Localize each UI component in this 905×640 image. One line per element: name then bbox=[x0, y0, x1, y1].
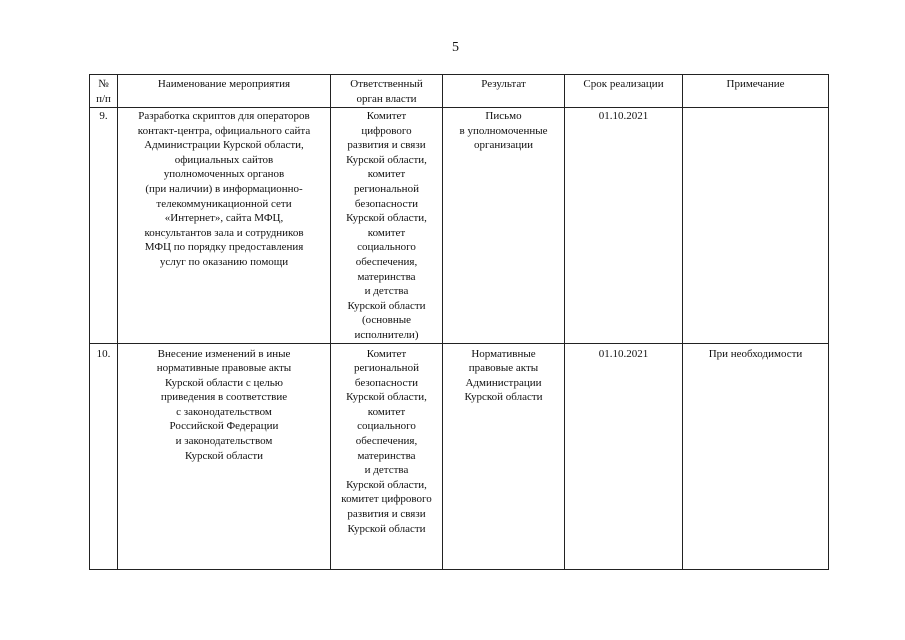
text-line: Комитет bbox=[366, 347, 407, 360]
text-line: Курской области bbox=[464, 391, 543, 404]
responsible-org bbox=[331, 343, 443, 569]
text-line: и детства bbox=[364, 464, 409, 477]
measure-name bbox=[118, 108, 331, 344]
text-line: Российской Федерации bbox=[169, 420, 279, 433]
result bbox=[443, 343, 565, 569]
text-line: региональной bbox=[354, 182, 419, 195]
text-line: приведения в соответствие bbox=[160, 391, 288, 404]
text-line: Курской области, bbox=[346, 391, 427, 404]
text-line: обеспечения, bbox=[355, 435, 418, 448]
text-line: комитет bbox=[367, 168, 406, 181]
text-line: безопасности bbox=[354, 376, 419, 389]
text-line: Курской области с целью bbox=[165, 376, 283, 389]
text-line: комитет bbox=[367, 405, 406, 418]
row-number: 10. bbox=[90, 343, 118, 569]
text-line: Ответственный bbox=[350, 78, 423, 90]
header-org bbox=[331, 75, 443, 108]
text-line: и детства bbox=[364, 285, 409, 298]
table-row bbox=[90, 108, 829, 344]
text-line: развития и связи bbox=[347, 139, 426, 152]
text-line: Результат bbox=[481, 78, 526, 90]
measure-name bbox=[118, 343, 331, 569]
text-line: Комитет bbox=[366, 110, 407, 122]
text-line: Курской области, bbox=[346, 212, 427, 225]
header-note bbox=[683, 75, 829, 108]
text-line: Нормативные bbox=[471, 347, 536, 360]
text-line: Администрации Курской области, bbox=[144, 139, 304, 152]
text-line: Курской области bbox=[184, 449, 264, 462]
text-line: материнства bbox=[357, 449, 416, 462]
header-date bbox=[565, 75, 683, 108]
text-line: социального bbox=[357, 420, 416, 433]
text-line: комитет bbox=[367, 226, 406, 239]
text-line: правовые акты bbox=[468, 362, 539, 375]
text-line: Внесение изменений в иные bbox=[157, 347, 291, 360]
note bbox=[683, 108, 829, 344]
text-line: Письмо bbox=[485, 110, 522, 122]
text-line: услуг по оказанию помощи bbox=[159, 255, 289, 268]
text-line: с законодательством bbox=[176, 405, 272, 418]
header-result bbox=[443, 75, 565, 108]
text-line: консультантов зала и сотрудников bbox=[144, 226, 304, 239]
text-line: в уполномоченные bbox=[459, 124, 548, 137]
text-line: Наименование мероприятия bbox=[157, 78, 291, 90]
text-line: организации bbox=[473, 139, 534, 152]
text-line: социального bbox=[357, 241, 416, 254]
text-line: Курской области, bbox=[346, 153, 427, 166]
text-line: безопасности bbox=[354, 197, 419, 210]
header-name bbox=[118, 75, 331, 108]
responsible-org bbox=[331, 108, 443, 344]
text-line: развития и связи bbox=[347, 508, 426, 521]
text-line: материнства bbox=[357, 270, 416, 283]
text-line: Примечание bbox=[726, 78, 785, 90]
text-line: уполномоченных органов bbox=[163, 168, 285, 181]
text-line: Курской области, bbox=[346, 478, 427, 491]
note: При необходимости bbox=[683, 343, 829, 569]
text-line: № bbox=[98, 78, 109, 90]
text-line: обеспечения, bbox=[355, 255, 418, 268]
text-line: (при наличии) в информационно- bbox=[145, 182, 303, 195]
text-line: п/п bbox=[96, 92, 111, 105]
text-line: Разработка скриптов для операторов bbox=[138, 110, 310, 122]
row-number: 9. bbox=[90, 108, 118, 344]
text-line: контакт-центра, официального сайта bbox=[137, 124, 311, 137]
table-header-row bbox=[90, 75, 829, 108]
table-row bbox=[90, 343, 829, 569]
text-line: и законодательством bbox=[175, 435, 273, 448]
deadline: 01.10.2021 bbox=[565, 108, 683, 344]
text-line: официальных сайтов bbox=[174, 153, 274, 166]
result bbox=[443, 108, 565, 344]
page-number: 5 bbox=[452, 40, 459, 55]
text-line: цифрового bbox=[361, 124, 412, 137]
text-line: нормативные правовые акты bbox=[156, 362, 292, 375]
text-line: Срок реализации bbox=[583, 78, 664, 90]
text-line: Курской области bbox=[347, 522, 426, 535]
text-line: комитет цифрового bbox=[341, 493, 432, 506]
text-line: «Интернет», сайта МФЦ, bbox=[164, 212, 284, 225]
header-num bbox=[90, 75, 118, 108]
measures-table bbox=[89, 74, 829, 570]
deadline: 01.10.2021 bbox=[565, 343, 683, 569]
text-line: (основные bbox=[361, 314, 412, 327]
text-line: Курской области bbox=[347, 299, 426, 312]
text-line: МФЦ по порядку предоставления bbox=[144, 241, 304, 254]
text-line: Администрации bbox=[465, 376, 542, 389]
text-line: телекоммуникационной сети bbox=[156, 197, 292, 210]
text-line: исполнители) bbox=[354, 328, 419, 341]
text-line: орган власти bbox=[356, 92, 417, 105]
text-line: региональной bbox=[354, 362, 419, 375]
